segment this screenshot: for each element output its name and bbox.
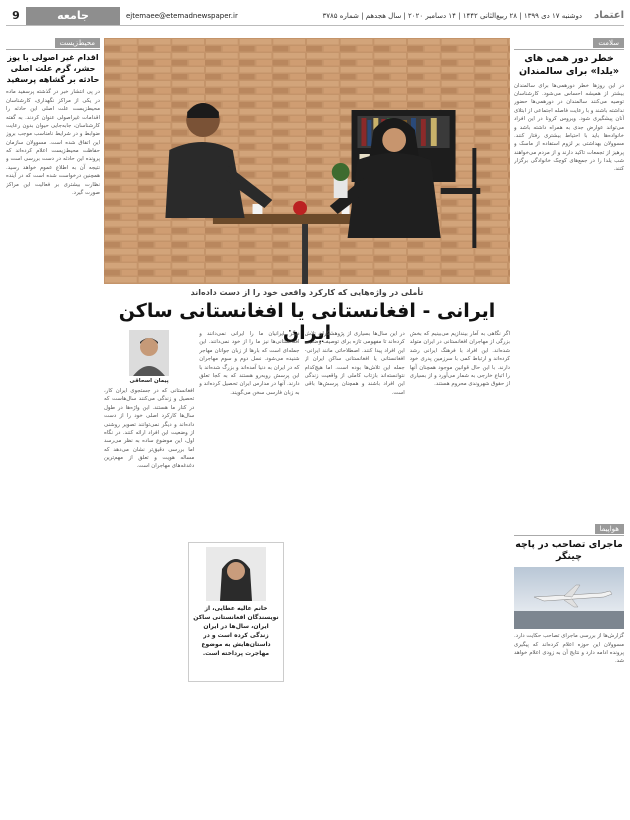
page-header: [6, 6, 624, 26]
author-portrait-icon: [129, 330, 169, 376]
main-body-col-3: [305, 330, 405, 814]
right-headline[interactable]: خطر دور همی های «یلدا» برای سالمندان: [518, 53, 620, 77]
author-name: پیمان اسحاقی: [129, 378, 169, 384]
left-column: [6, 30, 100, 814]
right-column: [514, 30, 624, 814]
right-kicker: سلامت: [593, 38, 624, 48]
section-email[interactable]: ejtemaee@etemadnewspaper.ir: [126, 11, 238, 20]
author-avatar: [129, 330, 169, 376]
couple-cafe-image: [104, 38, 510, 284]
main-article: [104, 30, 510, 814]
date-line: دوشنبه ۱۷ دی ۱۳۹۹ | ۲۸ ربیع‌الثانی ۱۴۴۲ | ۱۴ دسامبر ۲۰۲۰ | سال هجدهم | شماره ۳۷۸۵: [322, 11, 583, 20]
airplane-photo: [514, 567, 624, 629]
left-headline[interactable]: اقدام غیر اصولی با یوز حشر، گرم علت اصلی حادثه بر گشاهه پرسفید: [6, 53, 100, 84]
quote-box: [188, 542, 284, 682]
body-text-col-1: افغانستانی که در جستجوی ایران کار، تحصیل و زندگی می‌کنند سال‌هاست که در کنار ما هستند. این واژه‌ها در طول سال‌ها کارکرد اصلی خود را از دست داده‌اند و دیگر نمی‌توانند تصویر روشنی از وضعیت این افراد ارائه کنند. در نگاه اول، این موضوع ساده به نظر می‌رسد اما بررسی دقیق‌تر نشان می‌دهد که مساله هویت و تعلق از مهم‌ترین دغدغه‌های مهاجران است.: [104, 388, 195, 470]
airplane-icon: [514, 567, 624, 629]
body-text-col-4: اگر نگاهی به آمار بیندازیم می‌بینیم که بخش بزرگی از مهاجران افغانستانی در ایران متولد شده‌اند. این افراد با فرهنگ ایرانی رشد کرده‌اند و ارتباط کمی با سرزمین پدری خود دارند. با این حال قوانین موجود همچنان آنها را اتباع خارجی به شمار می‌آورد و از بسیاری از حقوق شهروندی محروم هستند.: [409, 331, 510, 388]
left-kicker: محیط‌زیست: [55, 38, 100, 48]
page-number: 9: [12, 9, 20, 22]
right-article-text: در این روزها خطر دورهمی‌ها برای سالمندان بیشتر از همیشه احساس می‌شود. کارشناسان توصیه می‌کنند سالمندان در دورهمی‌ها حضور نداشته باشند و با رعایت فاصله اجتماعی از ابتلای آنان پیشگیری شود. ویروس کرونا در این افراد می‌تواند عوارض جدی به همراه داشته باشد و خانواده‌ها باید با احتیاط بیشتری رفتار کنند. مسوولان بهداشتی بر لزوم استفاده از ماسک و پرهیز از تجمعات تاکید دارند و از مردم می‌خواهند شب یلدا را در جمع‌های کوچک خانوادگی برگزار کنند.: [514, 82, 624, 173]
main-body-col-4: [410, 330, 510, 814]
right-article-text-2: گزارش‌ها از بررسی ماجرای تصاحب حکایت دارد. مسوولان این حوزه اعلام کرده‌اند که پیگیری پرونده ادامه دارد و نتایج آن به زودی اعلام خواهد شد.: [514, 633, 624, 665]
woman-portrait-icon: [206, 547, 266, 601]
left-article-text: در پی انتشار خبر در گذشته پرسفید ماده در یکی از مراکز نگهداری، کارشناسان محیط‌زیست علت اصلی این حادثه را اقدامات غیراصولی عنوان کردند. به گفته کارشناسان، جابه‌جایی حیوان بدون رعایت ضوابط و در شرایط نامناسب موجب بروز این اتفاق شده است. مسوولان سازمان حفاظت محیط‌زیست اعلام کرده‌اند که پرونده این حادثه در دست بررسی است و نتیجه آن به اطلاع عموم خواهد رسید. همچنین درخواست شده است که در آینده نظارت بیشتری بر فعالیت این مراکز صورت گیرد.: [6, 89, 100, 196]
main-body-col-1: [104, 330, 194, 814]
quote-portrait: [206, 547, 266, 601]
section-title: جامعه: [26, 7, 120, 25]
main-subtitle: تأملی در واژه‌هایی که کارکرد واقعی خود را از دست داده‌اند: [190, 288, 424, 297]
body-text-col-3: در این سال‌ها بسیاری از پژوهشگران تلاش کرده‌اند تا مفهومی تازه برای توصیف وضعیت این افراد پیدا کنند. اصطلاحاتی مانند ایرانی-افغانستانی یا افغانستانی ساکن ایران از جمله این تلاش‌ها بوده است. اما هیچ‌کدام نتوانسته‌اند بازتاب کاملی از واقعیت زندگی این افراد باشند و همچنان پرسش‌ها باقی است.: [304, 331, 405, 396]
main-headline[interactable]: ایرانی - افغانستانی یا افغانستانی ساکن ایران: [118, 300, 496, 344]
right-headline-2[interactable]: ماجرای تصاحب در پاچه چینگر: [515, 538, 623, 563]
right-kicker-2: هواپیما: [595, 524, 625, 534]
body-text-col-2: دیگر ایرانیان ما را ایرانی نمی‌دانند و افغانستانی‌ها نیز ما را از خود نمی‌دانند. این جمله‌ای است که بارها از زبان جوانان مهاجر شنیده می‌شود. نسل دوم و سوم مهاجران که در ایران به دنیا آمده‌اند و بزرگ شده‌اند با این پرسش روبه‌رو هستند که به کجا تعلق دارند. آنها در مدارس ایران تحصیل کرده‌اند و به زبان فارسی سخن می‌گویند.: [199, 331, 300, 396]
quote-caption: خانم عالیه عطایی، از نویسندگان افغانستانی ساکن ایران، سال‌ها در ایران زندگی کرده است و در داستان‌هایش به موضوع مهاجرت پرداخته است.: [193, 605, 279, 657]
newspaper-logo: اعتماد: [594, 10, 624, 21]
main-body: [104, 330, 510, 814]
cafe-photo: [104, 38, 510, 284]
